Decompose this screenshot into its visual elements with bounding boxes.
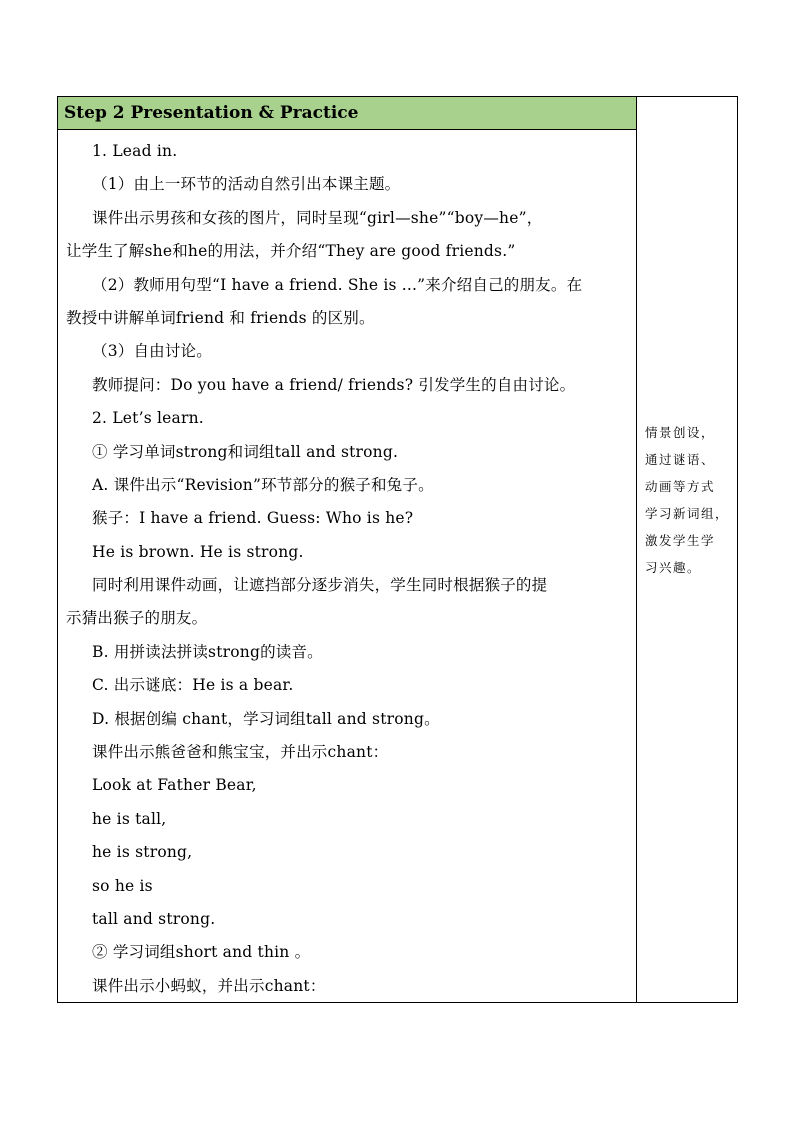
side-note-line: 情景创设， [645, 425, 716, 440]
text-line: he is tall, [92, 809, 167, 828]
text-line: 课件出示男孩和女孩的图片，同时呈现“girl—she”“boy—he”， [92, 208, 543, 227]
text-line: 课件出示熊爸爸和熊宝宝，并出示chant： [92, 743, 389, 762]
side-note-line: 通过谜语、 [645, 452, 716, 467]
text-line: 1. Lead in. [92, 142, 178, 160]
text-line: （3）自由讨论。 [92, 342, 212, 361]
step-header: Step 2 Presentation & Practice [58, 97, 636, 130]
text-line: tall and strong. [92, 909, 216, 928]
side-note-line: 学习新词组， [645, 506, 730, 521]
text-line: 让学生了解she和he的用法，并介绍“They are good friends.” [66, 242, 516, 261]
text-line: He is brown. He is strong. [92, 542, 304, 561]
text-line: D. 根据创编 chant，学习词组tall and strong。 [92, 709, 440, 728]
text-line: ② 学习词组short and thin 。 [92, 943, 311, 962]
side-note-line: 习兴趣。 [645, 560, 702, 575]
lesson-plan-table [57, 96, 738, 1003]
text-line: （1）由上一环节的活动自然引出本课主题。 [92, 175, 401, 194]
text-line: A. 课件出示“Revision”环节部分的猴子和兔子。 [92, 475, 434, 494]
design-intent-note [645, 419, 737, 581]
text-line: C. 出示谜底：He is a bear. [92, 676, 294, 695]
text-line: 2. Let’s learn. [92, 409, 204, 428]
procedure-column [58, 97, 637, 1002]
text-line: Look at Father Bear, [92, 776, 257, 795]
text-line: so he is [92, 876, 153, 895]
text-line: 同时利用课件动画，让遮挡部分逐步消失，学生同时根据猴子的提 [92, 576, 548, 595]
procedure-text [58, 135, 637, 1003]
text-line: 教授中讲解单词friend 和 friends 的区别。 [66, 308, 375, 327]
text-line: 猴子：I have a friend. Guess: Who is he? [92, 509, 414, 528]
side-note-line: 动画等方式 [645, 479, 716, 494]
text-line: he is strong, [92, 843, 193, 862]
design-intent-column [637, 97, 737, 1002]
text-line: 课件出示小蚂蚁，并出示chant： [92, 976, 326, 995]
text-line: 教师提问：Do you have a friend/ friends? 引发学生的自由讨论。 [92, 375, 576, 394]
text-line: 示猜出猴子的朋友。 [66, 609, 208, 628]
side-note-line: 激发学生学 [645, 533, 716, 548]
text-line: ① 学习单词strong和词组tall and strong. [92, 442, 399, 461]
text-line: B. 用拼读法拼读strong的读音。 [92, 642, 323, 661]
text-line: （2）教师用句型“I have a friend. She is ...”来介绍自己的朋友。在 [92, 275, 583, 294]
